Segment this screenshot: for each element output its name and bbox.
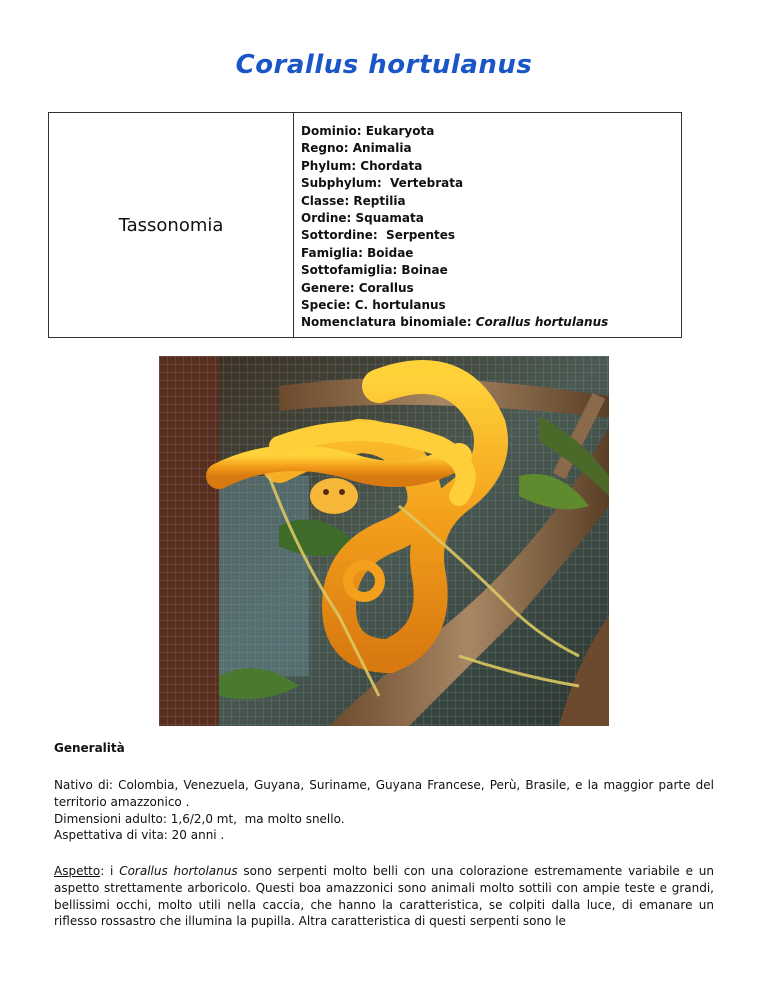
- binomial-value: Corallus hortulanus: [475, 315, 609, 330]
- appearance-sep: : i: [100, 864, 120, 878]
- general-info: [54, 777, 714, 844]
- taxonomy-row-phylum: Phylum: Chordata: [301, 158, 423, 173]
- taxonomy-row-specie: Specie: C. hortulanus: [301, 298, 446, 313]
- section-heading: Generalità: [54, 741, 125, 755]
- native-line: Nativo di: Colombia, Venezuela, Guyana, Suriname, Guyana Francese, Perù, Brasile, e la maggior parte del territorio amazzonico .: [54, 778, 714, 809]
- taxonomy-row-binomial: [301, 314, 681, 331]
- taxonomy-row-classe: Classe: Reptilia: [301, 193, 406, 208]
- appearance-paragraph: [54, 863, 714, 930]
- taxonomy-list: [294, 113, 681, 337]
- page-title: Corallus hortulanus: [235, 50, 533, 80]
- taxonomy-table: [48, 112, 682, 338]
- taxonomy-row-subphylum: Subphylum: Vertebrata: [301, 176, 464, 191]
- taxonomy-row-dominio: Dominio: Eukaryota: [301, 124, 435, 138]
- taxonomy-label: Tassonomia: [49, 113, 294, 337]
- snake-photo: [159, 356, 609, 726]
- size-line: Dimensioni adulto: 1,6/2,0 mt, ma molto snello.: [54, 811, 345, 826]
- appearance-species: Corallus hortolanus: [119, 864, 238, 878]
- taxonomy-row-regno: Regno: Animalia: [301, 141, 412, 156]
- life-line: Aspettativa di vita: 20 anni .: [54, 828, 225, 843]
- taxonomy-row-sottordine: Sottordine: Serpentes: [301, 228, 456, 243]
- binomial-label: Nomenclatura binomiale:: [301, 315, 476, 330]
- appearance-text: sono serpenti molto belli con una colorazione estremamente variabile e un aspetto strettamente arboricolo. Questi boa amazzonici sono animali molto sottili con ampie teste e grandi, bellissimi occhi, molto utili nella caccia, che hanno la caratteristica, se colpiti dalla luce, di emanare un riflesso rossastro che illumina la pupilla. Altra caratteristica di questi serpenti sono le: [54, 864, 714, 929]
- taxonomy-row-sottofamiglia: Sottofamiglia: Boinae: [301, 263, 448, 278]
- taxonomy-row-famiglia: Famiglia: Boidae: [301, 245, 414, 260]
- taxonomy-row-ordine: Ordine: Squamata: [301, 211, 424, 226]
- taxonomy-row-genere: Genere: Corallus: [301, 280, 414, 295]
- appearance-label: Aspetto: [54, 864, 101, 878]
